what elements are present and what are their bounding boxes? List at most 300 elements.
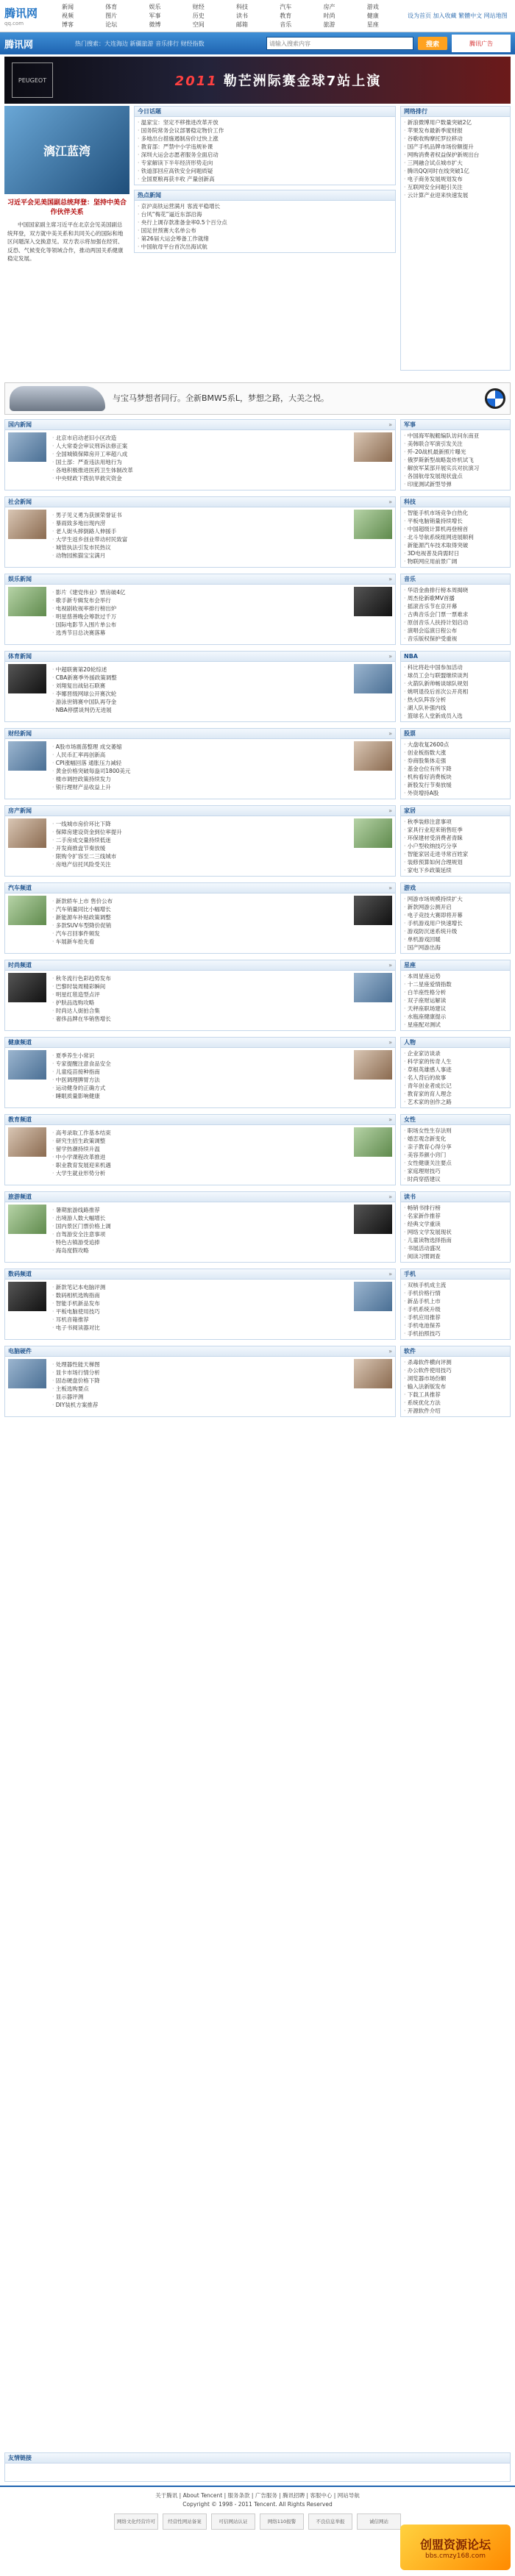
list-item[interactable]: · 艺术家的创作之路 [404, 1098, 507, 1106]
list-item[interactable]: · 铁道部回应高铁安全问题质疑 [138, 167, 392, 175]
list-item[interactable]: · 杀毒软件横向评测 [404, 1358, 507, 1366]
list-item[interactable]: · 全国夏粮再获丰收 产量创新高 [138, 175, 392, 183]
list-item[interactable]: · 明星红毯造型点评 [52, 991, 348, 999]
list-item[interactable]: · 演唱会巡演日程公布 [404, 627, 507, 635]
list-item[interactable]: · 国内景区门票价格上调 [52, 1222, 348, 1230]
side-title[interactable]: 游戏 [404, 885, 416, 891]
thumbnail-image[interactable] [354, 973, 392, 1002]
list-item[interactable]: · 新款网游公测开启 [404, 903, 507, 911]
section-title[interactable]: 健康频道 [8, 1039, 32, 1046]
list-item[interactable]: · 家电下乡政策延续 [404, 866, 507, 874]
list-item[interactable]: · NBA停摆谈判仍无进展 [52, 706, 348, 714]
side-title[interactable]: NBA [404, 653, 418, 660]
list-item[interactable]: · 秋季装修注意事项 [404, 818, 507, 826]
thumbnail-image[interactable] [8, 973, 46, 1002]
thumbnail-image[interactable] [354, 1359, 392, 1388]
more-link[interactable]: » [388, 421, 392, 428]
search-input[interactable] [266, 37, 413, 50]
list-item[interactable]: · 国产网游出海 [404, 943, 507, 952]
list-item[interactable]: · 白羊座性格分析 [404, 988, 507, 996]
list-item[interactable]: · 暴雨致多地出现内涝 [52, 519, 348, 527]
thumbnail-image[interactable] [354, 587, 392, 616]
list-item[interactable]: · 运动健身的正确方式 [52, 1084, 348, 1092]
list-item[interactable]: · 二手房成交量持续低迷 [52, 836, 348, 844]
section-title[interactable]: 国内新闻 [8, 421, 32, 428]
side-title[interactable]: 军事 [404, 421, 416, 428]
nav-link[interactable]: 邮箱 [236, 21, 248, 28]
list-item[interactable]: · 国足世预赛大名单公布 [138, 226, 392, 235]
list-item[interactable]: · 新浪微博用户数量突破2亿 [404, 118, 507, 126]
section-title[interactable]: 教育频道 [8, 1116, 32, 1123]
list-item[interactable]: · 手机游戏用户快速增长 [404, 919, 507, 927]
list-item[interactable]: · 畅销书排行榜 [404, 1204, 507, 1212]
section-title[interactable]: 电脑硬件 [8, 1348, 32, 1355]
list-item[interactable]: · 电子书阅读器对比 [52, 1324, 348, 1332]
list-item[interactable]: · 新能源车补贴政策调整 [52, 913, 348, 921]
brand-logo: PEUGEOT [12, 63, 53, 98]
section-title[interactable]: 体育新闻 [8, 653, 32, 660]
list-item[interactable]: · 智能手机新品发布 [52, 1299, 348, 1307]
nav-link[interactable]: 读书 [236, 13, 248, 19]
nav-link[interactable]: 博客 [62, 21, 74, 28]
promo-ad[interactable]: 腾讯广告 [452, 35, 511, 52]
list-item[interactable]: · 中央财政下拨抗旱救灾资金 [52, 474, 348, 482]
list-item[interactable]: · 物联网应用前景广阔 [404, 557, 507, 565]
thumbnail-image[interactable] [354, 432, 392, 462]
list-item[interactable]: · 教育部：严禁中小学违规补课 [138, 143, 392, 151]
side-title[interactable]: 软件 [404, 1348, 416, 1355]
nav-link[interactable]: 微博 [149, 21, 161, 28]
list-item[interactable]: · 中超联赛第20轮综述 [52, 666, 348, 674]
thumbnail-image[interactable] [8, 1359, 46, 1388]
list-item[interactable]: · 家庭理财技巧 [404, 1167, 507, 1175]
thumbnail-image[interactable] [354, 664, 392, 693]
list-item[interactable]: · 小户型收纳技巧分享 [404, 842, 507, 850]
nav-link[interactable]: 历史 [192, 13, 205, 19]
list-item[interactable]: · 券商股集体走强 [404, 757, 507, 765]
list-item[interactable]: · 球员工会与联盟继续谈判 [404, 671, 507, 679]
thumbnail-image[interactable] [354, 510, 392, 539]
list-item[interactable]: · 苹果发布最新季度财报 [404, 126, 507, 135]
thumbnail-image[interactable] [8, 432, 46, 462]
list-item[interactable]: · 专家解读下半年经济形势走向 [138, 159, 392, 167]
thumbnail-image[interactable] [8, 664, 46, 693]
list-item[interactable]: · 耳机音箱推荐 [52, 1316, 348, 1324]
list-item[interactable]: · 系统优化方法 [404, 1399, 507, 1407]
list-item[interactable]: · 原创音乐人扶持计划启动 [404, 618, 507, 627]
nav-link[interactable]: 图片 [105, 13, 118, 19]
more-link[interactable]: » [388, 1039, 392, 1046]
nav-link[interactable]: 星座 [366, 21, 379, 28]
list-item[interactable]: · 明星慈善晚会筹款过千万 [52, 613, 348, 621]
list-item[interactable]: · 护肤品选购攻略 [52, 999, 348, 1007]
nav-link[interactable]: 汽车 [280, 4, 292, 10]
list-item[interactable]: · 美韩联合军演引发关注 [404, 440, 507, 448]
list-item[interactable]: · 限购令扩容至二三线城市 [52, 852, 348, 860]
list-item[interactable]: · 睡眠质量影响健康 [52, 1092, 348, 1100]
list-item[interactable]: · CPI涨幅回落 通胀压力减轻 [52, 759, 348, 767]
list-item[interactable]: · 科学家的传奇人生 [404, 1057, 507, 1066]
list-item[interactable]: · 动物园熊猫宝宝满月 [52, 552, 348, 560]
list-item[interactable]: · 智能家居走进寻常百姓家 [404, 850, 507, 858]
footer-links[interactable]: 关于腾讯 | About Tencent | 服务条款 | 广告服务 | 腾讯招聘 | 客服中心 | 网站导航 [155, 2492, 360, 2499]
nav-link[interactable]: 时尚 [323, 13, 335, 19]
footer-badge[interactable]: 诚信网站 [357, 2513, 401, 2530]
list-item[interactable]: · 新款笔记本电脑评测 [52, 1283, 348, 1291]
top-right-links[interactable]: 设为首页 加入收藏 繁體中文 网站地图 [408, 13, 508, 19]
list-item[interactable]: · 热火队阵容分析 [404, 696, 507, 704]
list-item[interactable]: · 研究生招生政策调整 [52, 1137, 348, 1145]
list-item[interactable]: · 国际电影节入围片单公布 [52, 621, 348, 629]
list-item[interactable]: · 青年创业者成长记 [404, 1082, 507, 1090]
lead-title[interactable]: 习近平会见美国副总统拜登：坚持中美合作伙伴关系 [7, 199, 127, 216]
list-item[interactable]: · 台风“梅花”逼近东部沿海 [138, 210, 392, 218]
list-item[interactable]: · 华语金曲排行榜本周揭晓 [404, 586, 507, 594]
list-item[interactable]: · 主板选购要点 [52, 1385, 348, 1393]
list-item[interactable]: · 男子见义勇为获颁荣誉证书 [52, 511, 348, 519]
thumbnail-image[interactable] [354, 1205, 392, 1234]
list-item[interactable]: · 汽车销量同比小幅增长 [52, 905, 348, 913]
nav-link[interactable]: 音乐 [280, 21, 292, 28]
list-item[interactable]: · 输入法新版发布 [404, 1382, 507, 1391]
list-item[interactable]: · 企业家访谈录 [404, 1049, 507, 1057]
list-item[interactable]: · 李娜晋级网球公开赛次轮 [52, 690, 348, 698]
list-item[interactable]: · 网游市场规模持续扩大 [404, 895, 507, 903]
nav-link[interactable]: 视频 [62, 13, 74, 19]
list-item[interactable]: · 书展活动盛况 [404, 1244, 507, 1252]
list-item[interactable]: · 中医调理脾胃方法 [52, 1076, 348, 1084]
list-item[interactable]: · 摇滚音乐节在京开幕 [404, 602, 507, 610]
list-item[interactable]: · 平板电脑使用技巧 [52, 1307, 348, 1316]
list-item[interactable]: · 周杰伦新歌MV首播 [404, 594, 507, 602]
list-item[interactable]: · 留学热潮持续升温 [52, 1145, 348, 1153]
more-link[interactable]: » [388, 1194, 392, 1200]
list-item[interactable]: · 秋冬流行色彩趋势发布 [52, 974, 348, 982]
list-item[interactable]: · 影片《建党伟业》票房破4亿 [52, 588, 348, 596]
list-item[interactable]: · 名人背后的故事 [404, 1074, 507, 1082]
list-item[interactable]: · 人大常委会审议刑诉法修正案 [52, 442, 348, 450]
list-item[interactable]: · 下载工具推荐 [404, 1391, 507, 1399]
thumbnail-image[interactable] [8, 1127, 46, 1157]
list-item[interactable]: · 互联网安全问题引关注 [404, 183, 507, 191]
list-item[interactable]: · 显示器评测 [52, 1393, 348, 1401]
section-title[interactable]: 财经新闻 [8, 730, 32, 737]
list-item[interactable]: · 音乐版权保护受重视 [404, 635, 507, 643]
list-item[interactable]: · 单机游戏回暖 [404, 935, 507, 943]
list-item[interactable]: · 十二星座爱情指数 [404, 980, 507, 988]
list-item[interactable]: · 中国航母平台首次出海试航 [138, 243, 392, 251]
list-item[interactable]: · 手机拍照技巧 [404, 1330, 507, 1338]
hot-search-links[interactable]: 热门搜索：大连海边 新疆旅游 音乐排行 财经指数 [75, 40, 205, 47]
list-item[interactable]: · 第26届大运会筹备工作就绪 [138, 235, 392, 243]
list-item[interactable]: · 北斗导航系统组网进展顺利 [404, 533, 507, 541]
list-item[interactable]: · 大学生返乡创业带动村民致富 [52, 535, 348, 543]
top-banner-ad[interactable] [4, 57, 511, 104]
footer-badge[interactable]: 网络文化经营许可 [114, 2513, 158, 2530]
footer-badge[interactable]: 不良信息举报 [308, 2513, 352, 2530]
list-item[interactable]: · 天秤座职场建议 [404, 1005, 507, 1013]
list-item[interactable]: · 儿童读物选择指南 [404, 1236, 507, 1244]
list-item[interactable]: · 姚明退役后首次公开亮相 [404, 688, 507, 696]
list-item[interactable]: · 老人街头摔倒路人伸援手 [52, 527, 348, 535]
nav-link[interactable]: 健康 [366, 13, 379, 19]
side-title[interactable]: 音乐 [404, 576, 416, 582]
section-title[interactable]: 旅游频道 [8, 1194, 32, 1200]
list-item[interactable]: · 巴黎时装周精彩瞬间 [52, 982, 348, 991]
thumbnail-image[interactable] [8, 587, 46, 616]
nav-link[interactable]: 新闻 [62, 4, 74, 10]
thumbnail-image[interactable] [354, 1282, 392, 1311]
list-item[interactable]: · 中国海军舰艇编队访问东南亚 [404, 432, 507, 440]
more-link[interactable]: » [388, 962, 392, 968]
list-item[interactable]: · 解放军某部开展实兵对抗演习 [404, 464, 507, 472]
list-item[interactable]: · 各国航母发展现状盘点 [404, 472, 507, 480]
thumbnail-image[interactable] [8, 741, 46, 771]
list-item[interactable]: · 汽车召回事件频发 [52, 930, 348, 938]
list-item[interactable]: · 多款SUV车型降价促销 [52, 921, 348, 930]
list-item[interactable]: · 名家新作推荐 [404, 1212, 507, 1220]
thumbnail-image[interactable] [354, 818, 392, 848]
list-item[interactable]: · A股市场震荡整理 成交萎缩 [52, 743, 348, 751]
list-item[interactable]: · 女性健康关注要点 [404, 1159, 507, 1167]
list-item[interactable]: · 装修预算如何合理规划 [404, 858, 507, 866]
more-link[interactable]: » [388, 730, 392, 737]
list-item[interactable]: · 大学生就业形势分析 [52, 1169, 348, 1177]
list-item[interactable]: · 环保建材受消费者青睐 [404, 834, 507, 842]
list-item[interactable]: · 国土部：严查违法用地行为 [52, 458, 348, 466]
list-item[interactable]: · 出境游人数大幅增长 [52, 1214, 348, 1222]
more-link[interactable]: » [388, 499, 392, 505]
list-item[interactable]: · 双子座财运解读 [404, 996, 507, 1005]
list-item[interactable]: · 美容养颜小窍门 [404, 1151, 507, 1159]
more-link[interactable]: » [388, 885, 392, 891]
list-item[interactable]: · 奢侈品牌在华销售增长 [52, 1015, 348, 1023]
list-item[interactable]: · 多地出台措施遏制房价过快上涨 [138, 135, 392, 143]
list-item[interactable]: · 时尚达人街拍合集 [52, 1007, 348, 1015]
section-title[interactable]: 汽车频道 [8, 885, 32, 891]
list-item[interactable]: · 亲子教育心得分享 [404, 1143, 507, 1151]
footer-badge[interactable]: 网络110报警 [260, 2513, 304, 2530]
thumbnail-image[interactable] [8, 1205, 46, 1234]
side-title[interactable]: 家居 [404, 807, 416, 814]
list-item[interactable]: · 平板电脑销量持续增长 [404, 517, 507, 525]
list-item[interactable]: · 手机应用推荐 [404, 1313, 507, 1321]
list-item[interactable]: · 电子商务发展规划发布 [404, 175, 507, 183]
list-item[interactable]: · 专家提醒注意食品安全 [52, 1060, 348, 1068]
list-item[interactable]: · 数码相机选购指南 [52, 1291, 348, 1299]
list-item[interactable]: · 古典音乐会门票一票难求 [404, 610, 507, 618]
list-item[interactable]: · 游泳世锦赛中国队再夺金 [52, 698, 348, 706]
list-item[interactable]: · 儿童疫苗接种指南 [52, 1068, 348, 1076]
list-item[interactable]: · 显卡市场行情分析 [52, 1369, 348, 1377]
nav-link[interactable]: 房产 [323, 4, 335, 10]
side-title[interactable]: 手机 [404, 1271, 416, 1277]
list-item[interactable]: · 篮球名人堂新成员入选 [404, 712, 507, 720]
more-link[interactable]: » [388, 807, 392, 814]
list-item[interactable]: · 印度测试新型导弹 [404, 480, 507, 488]
list-item[interactable]: · 楼市调控政策持续发力 [52, 775, 348, 783]
list-item[interactable]: · 央行上调存款准备金率0.5个百分点 [138, 218, 392, 226]
list-item[interactable]: · 创业板指数大涨 [404, 749, 507, 757]
list-item[interactable]: · 湖人队补强内线 [404, 704, 507, 712]
list-item[interactable]: · 新品手机上市 [404, 1297, 507, 1305]
side-title[interactable]: 科技 [404, 499, 416, 505]
list-item[interactable]: · 三网融合试点城市扩大 [404, 159, 507, 167]
list-item[interactable]: · 开发商推盘节奏放缓 [52, 844, 348, 852]
list-item[interactable]: · 教育家的育人理念 [404, 1090, 507, 1098]
list-item[interactable]: · 手机价格行情 [404, 1289, 507, 1297]
side-title[interactable]: 人物 [404, 1039, 416, 1046]
list-item[interactable]: · 深圳大运会志愿者服务全面启动 [138, 151, 392, 159]
list-item[interactable]: · 人民币汇率再创新高 [52, 751, 348, 759]
list-item[interactable]: · 特色古镇游受追捧 [52, 1238, 348, 1246]
list-item[interactable]: · 歌手新专辑发布会举行 [52, 596, 348, 604]
list-item[interactable]: · 中国超级计算机再登榜首 [404, 525, 507, 533]
thumbnail-image[interactable] [8, 896, 46, 925]
nav-link[interactable]: 旅游 [323, 21, 335, 28]
list-item[interactable]: · DIY装机方案推荐 [52, 1401, 348, 1409]
headline-photo[interactable] [4, 106, 129, 194]
list-item[interactable]: · 双核手机成主流 [404, 1281, 507, 1289]
list-item[interactable]: · 新能源汽车技术取得突破 [404, 541, 507, 549]
list-item[interactable]: · 俄罗斯新型战略轰炸机试飞 [404, 456, 507, 464]
more-link[interactable]: » [388, 1348, 392, 1355]
list-item[interactable]: · 时尚穿搭建议 [404, 1175, 507, 1183]
list-item[interactable]: · 一线城市房价环比下降 [52, 820, 348, 828]
nav-link[interactable]: 军事 [149, 13, 161, 19]
thumbnail-image[interactable] [354, 896, 392, 925]
section-title[interactable]: 社会新闻 [8, 499, 32, 505]
nav-link[interactable]: 娱乐 [149, 4, 161, 10]
list-item[interactable]: · 固态硬盘价格下降 [52, 1377, 348, 1385]
bmw-ad[interactable] [4, 382, 511, 415]
list-item[interactable]: · 北京市启动老旧小区改造 [52, 434, 348, 442]
list-item[interactable]: · 谷歌收购摩托罗拉移动 [404, 135, 507, 143]
list-item[interactable]: · 高考录取工作基本结束 [52, 1129, 348, 1137]
footer-badge[interactable]: 可信网站认证 [211, 2513, 255, 2530]
nav-link[interactable]: 科技 [236, 4, 248, 10]
list-item[interactable]: · 手机系统升级 [404, 1305, 507, 1313]
nav-link[interactable]: 空间 [192, 21, 205, 28]
list-item[interactable]: · 电子竞技大赛即将开幕 [404, 911, 507, 919]
list-item[interactable]: · 刘翔复出战钻石联赛 [52, 682, 348, 690]
list-item[interactable]: · 游戏防沉迷系统升级 [404, 927, 507, 935]
thumbnail-image[interactable] [354, 741, 392, 771]
side-title[interactable]: 星座 [404, 962, 416, 968]
list-item[interactable]: · 自驾游安全注意事项 [52, 1230, 348, 1238]
side-title[interactable]: 女性 [404, 1116, 416, 1123]
nav-link[interactable]: 教育 [280, 13, 292, 19]
side-title[interactable]: 读书 [404, 1194, 416, 1200]
site-logo[interactable] [4, 2, 56, 30]
list-item[interactable]: · 全国城镇保障房开工率超八成 [52, 450, 348, 458]
list-item[interactable]: · 处理器性能天梯图 [52, 1360, 348, 1369]
section-title[interactable]: 时尚频道 [8, 962, 32, 968]
list-item[interactable]: · 夏季养生小常识 [52, 1052, 348, 1060]
list-item[interactable]: · 星座配对测试 [404, 1021, 507, 1029]
list-item[interactable]: · 本周星座运势 [404, 972, 507, 980]
list-item[interactable]: · 云计算产业迎来快速发展 [404, 191, 507, 199]
list-item[interactable]: · 中小学课程改革推进 [52, 1153, 348, 1161]
nav-link[interactable]: 论坛 [105, 21, 118, 28]
list-item[interactable]: · 科比将赴中国参加活动 [404, 663, 507, 671]
more-link[interactable]: » [388, 1116, 392, 1123]
list-item[interactable]: · 温家宝：坚定不移推进改革开放 [138, 118, 392, 126]
list-item[interactable]: · 电视剧收视率排行榜出炉 [52, 604, 348, 613]
thumbnail-image[interactable] [354, 1127, 392, 1157]
list-item[interactable]: · 办公软件使用技巧 [404, 1366, 507, 1374]
list-item[interactable]: · 机构看好消费板块 [404, 773, 507, 781]
thumbnail-image[interactable] [8, 818, 46, 848]
thumbnail-image[interactable] [8, 510, 46, 539]
list-item[interactable]: · 京沪高铁运营满月 客流平稳增长 [138, 202, 392, 210]
list-item[interactable]: · 阅读习惯调查 [404, 1252, 507, 1260]
list-item[interactable]: · 新股发行节奏放缓 [404, 781, 507, 789]
list-item[interactable]: · 网络文学发展现状 [404, 1228, 507, 1236]
list-item[interactable]: · 草根英雄感人事迹 [404, 1066, 507, 1074]
list-item[interactable]: · 大盘收复2600点 [404, 741, 507, 749]
list-item[interactable]: · 国务院常务会议部署稳定物价工作 [138, 126, 392, 135]
list-item[interactable]: · 新款轿车上市 售价公布 [52, 897, 348, 905]
nav-link[interactable]: 财经 [192, 4, 205, 10]
list-item[interactable]: · 家具行业迎来销售旺季 [404, 826, 507, 834]
list-item[interactable]: · 浏览器市场份额 [404, 1374, 507, 1382]
list-item[interactable]: · 火箭队新帅畅谈球队规划 [404, 679, 507, 688]
side-title[interactable]: 股票 [404, 730, 416, 737]
more-link[interactable]: » [388, 576, 392, 582]
list-item[interactable]: · 车展新车抢先看 [52, 938, 348, 946]
list-item[interactable]: · 歼-20战机最新照片曝光 [404, 448, 507, 456]
list-item[interactable]: · 手机电池保养 [404, 1321, 507, 1330]
list-item[interactable]: · 选秀节目总决赛落幕 [52, 629, 348, 637]
list-item[interactable]: · 职场女性生存法则 [404, 1127, 507, 1135]
thumbnail-image[interactable] [8, 1282, 46, 1311]
list-item[interactable]: · 黄金价格突破每盎司1800美元 [52, 767, 348, 775]
list-item[interactable]: · 网购消费者权益保护新规出台 [404, 151, 507, 159]
list-item[interactable]: · 经典文学重读 [404, 1220, 507, 1228]
list-item[interactable]: · 各地积极推进医药卫生体制改革 [52, 466, 348, 474]
list-item[interactable]: · 银行理财产品收益上升 [52, 783, 348, 791]
section-title[interactable]: 娱乐新闻 [8, 576, 32, 582]
list-item[interactable]: · 保障房建设资金到位率提升 [52, 828, 348, 836]
nav-link[interactable]: 体育 [105, 4, 118, 10]
list-item[interactable]: · 外资增持A股 [404, 789, 507, 797]
list-item[interactable]: · 开源软件介绍 [404, 1407, 507, 1415]
more-link[interactable]: » [388, 1271, 392, 1277]
list-item[interactable]: · 海岛度假攻略 [52, 1246, 348, 1255]
list-item[interactable]: · 暑期旅游线路推荐 [52, 1206, 348, 1214]
list-item[interactable]: · 城管执法引发市民热议 [52, 543, 348, 552]
section-title[interactable]: 数码频道 [8, 1271, 32, 1277]
list-item[interactable]: · CBA新赛季外援政策调整 [52, 674, 348, 682]
list-item[interactable]: · 婚恋观念新变化 [404, 1135, 507, 1143]
thumbnail-image[interactable] [8, 1050, 46, 1080]
list-item[interactable]: · 腾讯QQ同时在线突破1亿 [404, 167, 507, 175]
list-item[interactable]: · 智能手机市场竞争白热化 [404, 509, 507, 517]
list-item[interactable]: · 3D电视普及尚需时日 [404, 549, 507, 557]
section-title[interactable]: 房产新闻 [8, 807, 32, 814]
list-item[interactable]: · 职业教育发展迎来机遇 [52, 1161, 348, 1169]
list-item[interactable]: · 国产手机品牌市场份额提升 [404, 143, 507, 151]
nav-link[interactable]: 游戏 [366, 4, 379, 10]
more-link[interactable]: » [388, 653, 392, 660]
footer-badge[interactable]: 经营性网站备案 [163, 2513, 207, 2530]
list-item[interactable]: · 基金仓位有所下降 [404, 765, 507, 773]
search-button[interactable]: 搜索 [418, 37, 447, 50]
list-item[interactable]: · 房地产信托风险受关注 [52, 860, 348, 868]
list-item[interactable]: · 水瓶座健康提示 [404, 1013, 507, 1021]
thumbnail-image[interactable] [354, 1050, 392, 1080]
